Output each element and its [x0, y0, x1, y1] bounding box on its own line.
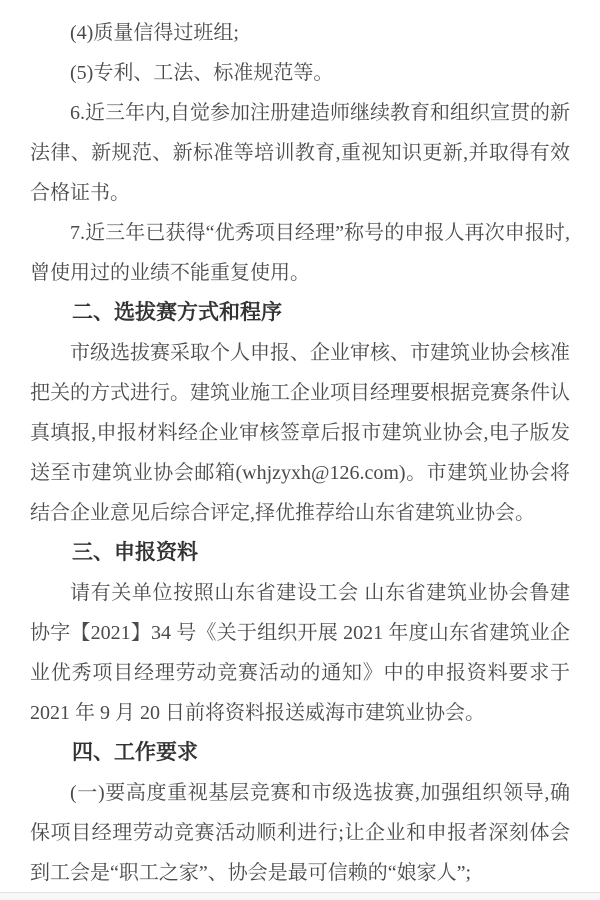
section-heading-3: 三、申报资料: [72, 541, 198, 564]
paragraph-item-6: 6.近三年内,自觉参加注册建造师继续教育和组织宣贯的新法律、新规范、新标准等培训教育,重视知识更新,并取得有效合格证书。: [30, 102, 570, 204]
section-heading-2: 二、选拔赛方式和程序: [72, 301, 282, 324]
paragraph-work-requirement-1: (一)要高度重视基层竞赛和市级选拔赛,加强组织领导,确保项目经理劳动竞赛活动顺利进行;让企业和申报者深刻体会到工会是“职工之家”、协会是最可信赖的“娘家人”;: [30, 782, 570, 884]
page-bottom-scan-edge: [0, 892, 600, 900]
paragraph-selection-method: 市级选拔赛采取个人申报、企业审核、市建筑业协会核准把关的方式进行。建筑业施工企业项目经理要根据竞赛条件认真填报,申报材料经企业审核签章后报市建筑业协会,电子版发送至市建筑业协会邮箱(whjzyxh@126.com)。市建筑业协会将结合企业意见后综合评定,择优推荐给山东省建筑业协会。: [30, 342, 570, 524]
document-text-block: [30, 13, 570, 893]
list-item-4: (4)质量信得过班组;: [70, 22, 239, 44]
list-item-5: (5)专利、工法、标准规范等。: [70, 62, 334, 84]
paragraph-application-materials: 请有关单位按照山东省建设工会 山东省建筑业协会鲁建协字【2021】34 号《关于组织开展 2021 年度山东省建筑业企业优秀项目经理劳动竞赛活动的通知》中的申报资料要求于 2021 年 9 月 20 日前将资料报送威海市建筑业协会。: [30, 582, 570, 724]
paragraph-item-7: 7.近三年已获得“优秀项目经理”称号的申报人再次申报时,曾使用过的业绩不能重复使用。: [30, 222, 570, 284]
section-heading-4: 四、工作要求: [72, 741, 198, 764]
